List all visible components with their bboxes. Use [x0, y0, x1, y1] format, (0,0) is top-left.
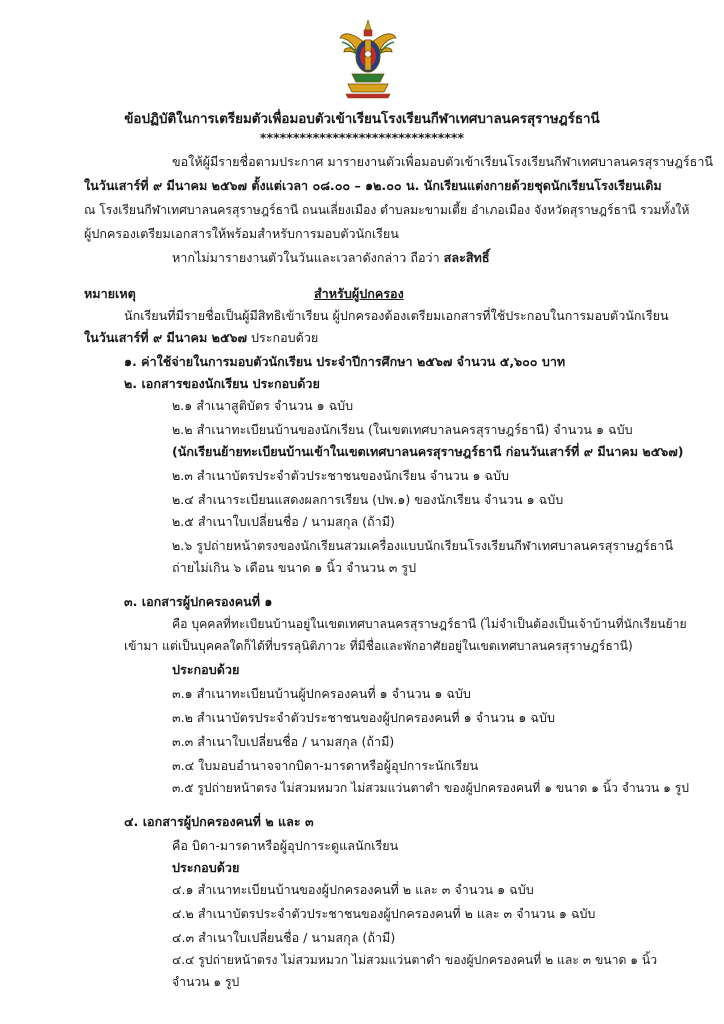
section-3-item-4: ๓.๔ ใบมอบอำนาจจากบิดา-มารดาหรือผู้อุปการะนักเรียน	[172, 758, 479, 773]
section-3-desc-1: คือ บุคคลที่ทะเบียนบ้านอยู่ในเขตเทศบาลนครสุราษฎร์ธานี (ไม่จำเป็นต้องเป็นเจ้าบ้านที่นักเรียนย้าย	[172, 617, 687, 631]
note-label: หมายเหตุ	[84, 286, 136, 301]
section-3-item-1: ๓.๑ สำเนาทะเบียนบ้านผู้ปกครองคนที่ ๑ จำนวน ๑ ฉบับ	[172, 686, 471, 701]
section-3-heading: ๓. เอกสารผู้ปกครองคนที่ ๑	[124, 594, 273, 609]
section-4-subheading: ประกอบด้วย	[172, 860, 240, 875]
section-4-item-2: ๔.๒ สำเนาบัตรประจำตัวประชาชนของผู้ปกครองคนที่ ๒ และ ๓ จำนวน ๑ ฉบับ	[172, 906, 596, 921]
title-divider: *******************************	[259, 130, 465, 145]
section-4-item-4-cont: จำนวน ๑ รูป	[172, 975, 240, 989]
intro-line-5	[172, 248, 490, 268]
note-heading: สำหรับผู้ปกครอง	[314, 286, 404, 301]
section-2-item-4: ๒.๔ สำเนาระเบียนแสดงผลการเรียน (ปพ.๑) ของนักเรียน จำนวน ๑ ฉบับ	[172, 492, 564, 507]
intro-line-4: ผู้ปกครองเตรียมเอกสารให้พร้อมสำหรับการมอบตัวนักเรียน	[84, 226, 399, 241]
note-line-2-rest: ประกอบด้วย	[246, 330, 319, 345]
forfeit-text: สละสิทธิ์	[443, 250, 490, 265]
section-2-item-6: ๒.๖ รูปถ่ายหน้าตรงของนักเรียนสวมเครื่องแบบนักเรียนโรงเรียนกีฬาเทศบาลนครสุราษฎร์ธานี	[172, 538, 674, 553]
section-4-item-1: ๔.๑ สำเนาทะเบียนบ้านของผู้ปกครองคนที่ ๒ และ ๓ จำนวน ๑ ฉบับ	[172, 882, 534, 897]
section-2-item-2: ๒.๒ สำเนาทะเบียนบ้านของนักเรียน (ในเขตเทศบาลนครสุราษฎร์ธานี) จำนวน ๑ ฉบับ	[172, 422, 633, 437]
intro-line-3: ณ โรงเรียนกีฬาเทศบาลนครสุราษฎร์ธานี ถนนเลี่ยงเมือง ตำบลมะขามเตี้ย อำเภอเมือง จังหวัดสุราษฎร์ธานี รวมทั้งให้	[84, 203, 690, 217]
intro-line-5-text: หากไม่มารายงานตัวในวันและเวลาดังกล่าว ถือว่า	[172, 250, 444, 265]
section-2-item-5: ๒.๕ สำเนาใบเปลี่ยนชื่อ / นามสกุล (ถ้ามี)	[172, 514, 395, 529]
section-2-item-6-cont: ถ่ายไม่เกิน ๖ เดือน ขนาด ๑ นิ้ว จำนวน ๓ รูป	[172, 560, 417, 575]
section-2-heading: ๒. เอกสารของนักเรียน ประกอบด้วย	[124, 376, 320, 391]
section-3-item-3: ๓.๓ สำเนาใบเปลี่ยนชื่อ / นามสกุล (ถ้ามี)	[172, 734, 395, 749]
section-4-item-4: ๔.๔ รูปถ่ายหน้าตรง ไม่สวมหมวก ไม่สวมแว่นตาดำ ของผู้ปกครองคนที่ ๒ และ ๓ ขนาด ๑ นิ้ว	[172, 953, 658, 967]
note-line-1: นักเรียนที่มีรายชื่อเป็นผู้มีสิทธิเข้าเรียน ผู้ปกครองต้องเตรียมเอกสารที่ใช้ประกอบในการมอบตัวนักเรียน	[124, 308, 669, 323]
note-date: ในวันเสาร์ที่ ๙ มีนาคม ๒๕๖๗	[84, 330, 247, 345]
note-line-2	[84, 328, 318, 348]
section-4-item-3: ๔.๓ สำเนาใบเปลี่ยนชื่อ / นามสกุล (ถ้ามี)	[172, 930, 396, 945]
intro-line-1: ขอให้ผู้มีรายชื่อตามประกาศ มารายงานตัวเพื่อมอบตัวเข้าเรียนโรงเรียนกีฬาเทศบาลนครสุราษฎร์ธานี	[172, 154, 714, 169]
section-4-desc: คือ บิดา-มารดาหรือผู้อุปการะดูแลนักเรียน	[172, 838, 399, 853]
section-2-item-3: ๒.๓ สำเนาบัตรประจำตัวประชาชนของนักเรียน จำนวน ๑ ฉบับ	[172, 468, 510, 483]
intro-line-2: ในวันเสาร์ที่ ๙ มีนาคม ๒๕๖๗ ตั้งแต่เวลา ๐๘.๐๐ – ๑๒.๐๐ น. นักเรียนแต่งกายด้วยชุดนักเรียนโรงเรียนเดิม	[84, 178, 662, 193]
section-2-item-1: ๒.๑ สำเนาสูติบัตร จำนวน ๑ ฉบับ	[172, 398, 354, 413]
municipal-seal-icon	[338, 16, 398, 100]
section-2-item-2-note: (นักเรียนย้ายทะเบียนบ้านเข้าในเขตเทศบาลนครสุราษฎร์ธานี ก่อนวันเสาร์ที่ ๙ มีนาคม ๒๕๖๗)	[172, 444, 684, 459]
section-3-subheading: ประกอบด้วย	[172, 662, 240, 677]
page-title: ข้อปฏิบัติในการเตรียมตัวเพื่อมอบตัวเข้าเรียนโรงเรียนกีฬาเทศบาลนครสุราษฎร์ธานี	[124, 112, 600, 127]
section-1-fee: ๑. ค่าใช้จ่ายในการมอบตัวนักเรียน ประจำปีการศึกษา ๒๕๖๗ จำนวน ๕,๖๐๐ บาท	[124, 354, 566, 369]
section-3-item-5: ๓.๕ รูปถ่ายหน้าตรง ไม่สวมหมวก ไม่สวมแว่นตาดำ ของผู้ปกครองคนที่ ๑ ขนาด ๑ นิ้ว จำนวน ๑ รูป	[172, 781, 690, 795]
section-4-heading: ๔. เอกสารผู้ปกครองคนที่ ๒ และ ๓	[124, 814, 314, 829]
section-3-item-2: ๓.๒ สำเนาบัตรประจำตัวประชาชนของผู้ปกครองคนที่ ๑ จำนวน ๑ ฉบับ	[172, 710, 555, 725]
section-3-desc-2: เข้ามา แต่เป็นบุคคลใดก็ได้ที่บรรลุนิติภาวะ ที่มีชื่อและพักอาศัยอยู่ในเขตเทศบาลนครสุราษฎร์ธานี)	[124, 639, 633, 653]
